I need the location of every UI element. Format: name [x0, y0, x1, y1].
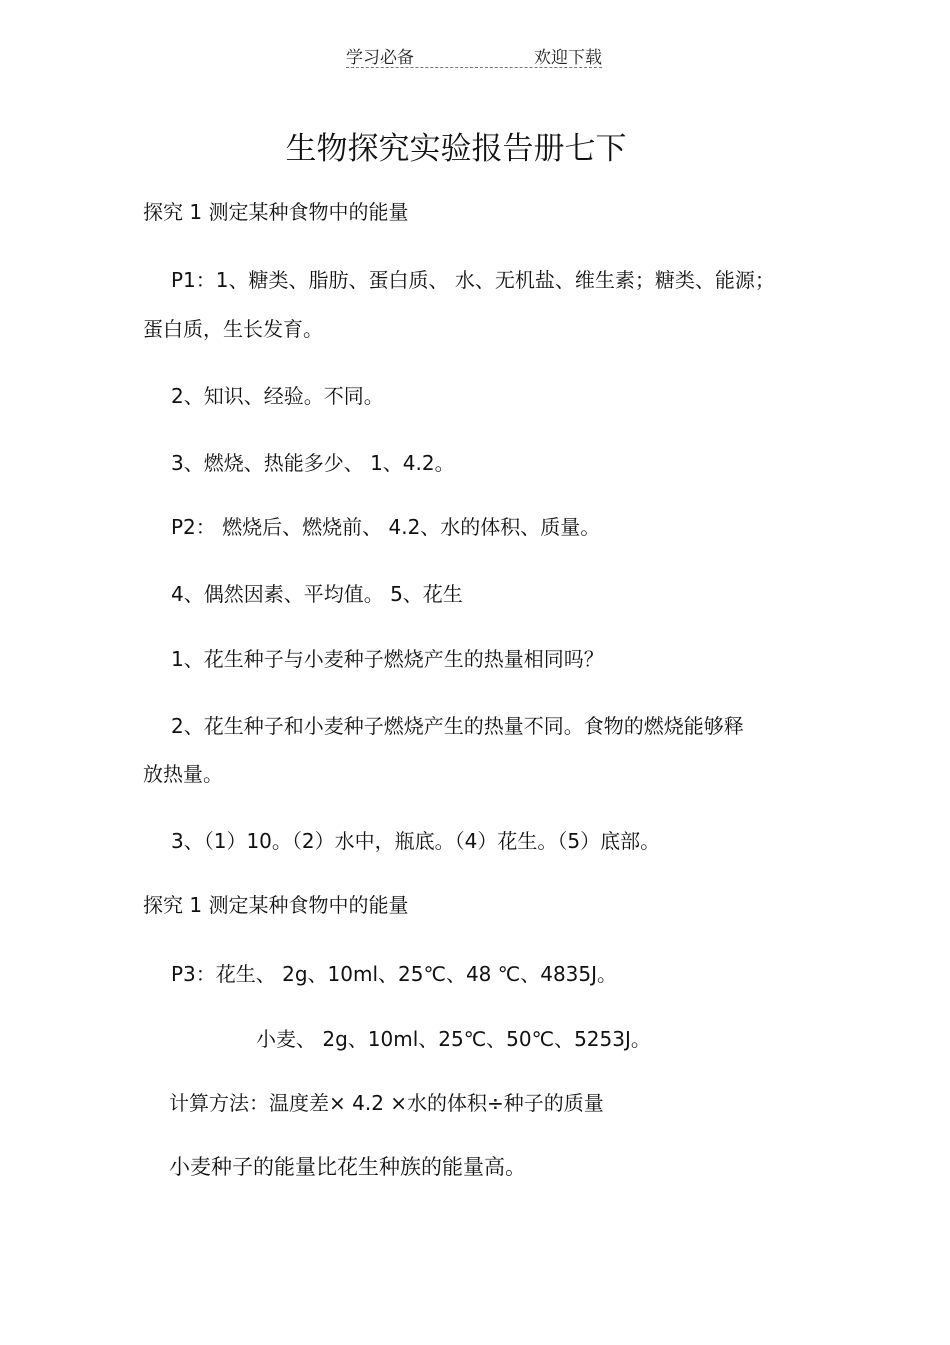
- page-title: 生物探究实验报告册七下: [285, 131, 627, 167]
- page-header: [346, 41, 602, 68]
- conclusion: 小麦种子的能量比花生种族的能量高。: [169, 1155, 526, 1179]
- p1-answer-line-1: P1：1、糖类、脂肪、蛋白质、 水、无机盐、维生素；糖类、能源；: [171, 268, 775, 292]
- header-right-text: 欢迎下载: [534, 48, 602, 68]
- answer-2: 2、知识、经验。不同。: [171, 384, 384, 408]
- section-heading-1: 探究 1 测定某种食物中的能量: [143, 200, 409, 224]
- p2-answer: P2： 燃烧后、燃烧前、 4.2、水的体积、质量。: [171, 515, 601, 539]
- p1-answer-line-2: 蛋白质，生长发育。: [143, 317, 323, 341]
- hypothesis-line-1: 2、花生种子和小麦种子燃烧产生的热量不同。食物的燃烧能够释: [171, 714, 744, 738]
- hypothesis-line-2: 放热量。: [143, 762, 223, 786]
- answer-3: 3、燃烧、热能多少、 1、4.2。: [171, 451, 455, 475]
- question-1: 1、花生种子与小麦种子燃烧产生的热量相同吗？: [171, 647, 604, 671]
- header-left-text: 学习必备: [346, 48, 414, 68]
- answer-steps: 3、（1）10。（2）水中，瓶底。（4）花生。（5）底部。: [171, 829, 661, 853]
- calculation-method: 计算方法：温度差× 4.2 ×水的体积÷种子的质量: [169, 1091, 604, 1115]
- p3-peanut-data: P3：花生、 2g、10ml、25℃、48 ℃、4835J。: [171, 962, 618, 986]
- p3-wheat-data: 小麦、 2g、10ml、25℃、50℃、5253J。: [256, 1027, 651, 1051]
- section-heading-2: 探究 1 测定某种食物中的能量: [143, 893, 409, 917]
- answer-4-5: 4、偶然因素、平均值。 5、花生: [171, 582, 463, 606]
